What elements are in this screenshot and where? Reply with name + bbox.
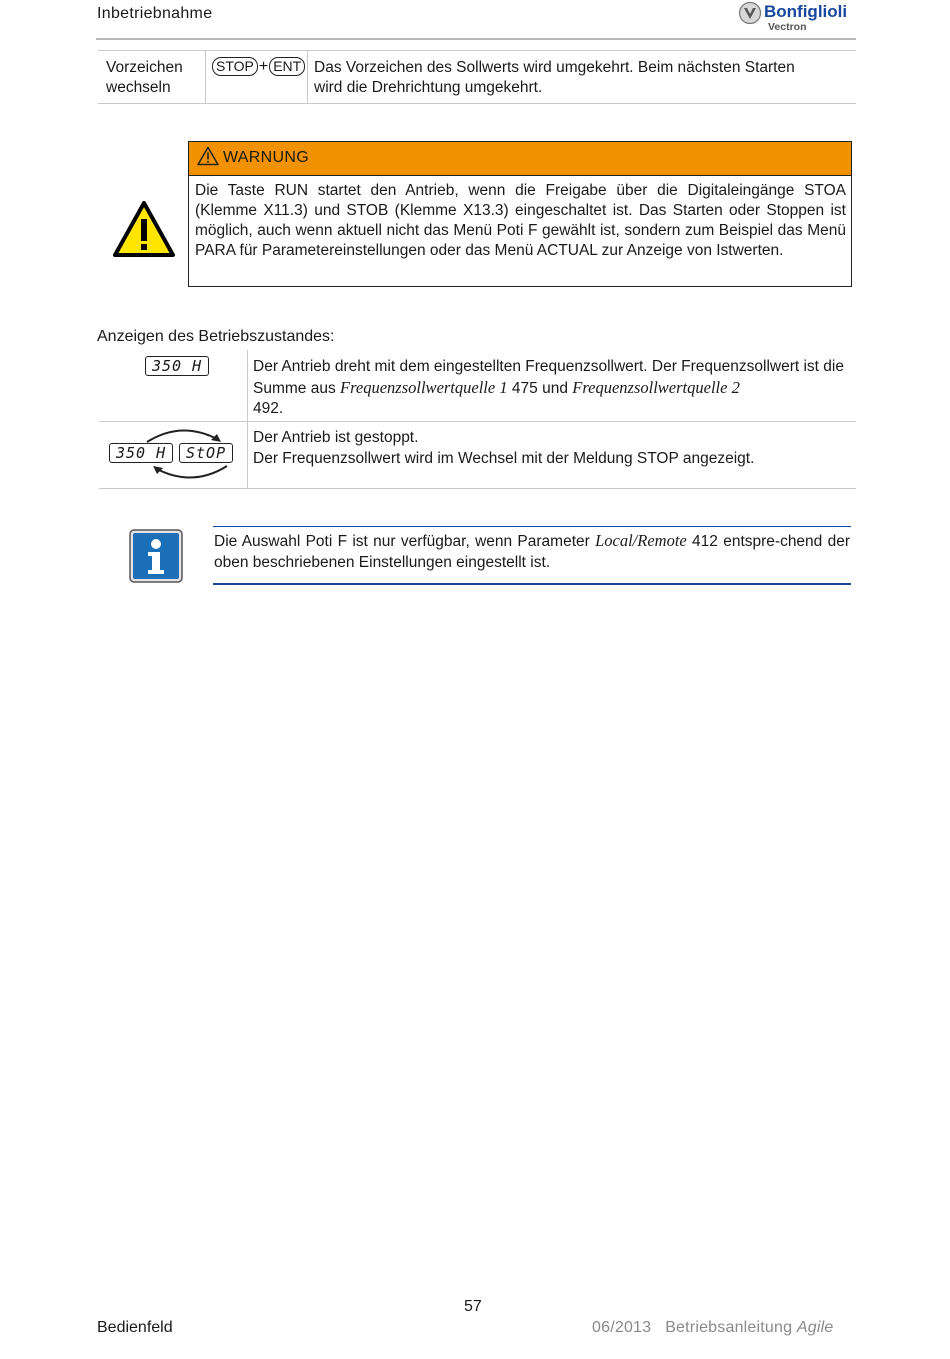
warning-small-icon <box>197 146 219 166</box>
status-section-title: Anzeigen des Betriebszustandes: <box>97 328 335 345</box>
lcd-display-frequency: 350 H <box>109 443 173 463</box>
stop-key: STOP <box>212 57 258 76</box>
ent-key: ENT <box>269 57 305 76</box>
function-label-line1: Vorzeichen <box>106 59 183 76</box>
footer-doc-title: Betriebsanleitung <box>665 1319 793 1336</box>
logo-brand: Bonfiglioli <box>764 2 848 21</box>
warning-text: Die Taste RUN startet den Antrieb, wenn die Freigabe über die Digitaleingänge STOA (Klemme X11.3) und STOB (Klemme X13.3) eingeschaltet ist. Das Starten oder Stoppen ist möglich, auch wenn aktuell nicht das Menü Poti F gewählt ist, sondern zum Beispiel das Menü PARA für Parametereinstellungen oder das Menü ACTUAL zur Anzeige von Istwerten. <box>195 182 846 259</box>
status-table <box>99 350 856 489</box>
info-bottom-rule <box>213 583 851 585</box>
header-divider <box>96 38 856 40</box>
status-stopped-line2: Der Frequenzsollwert wird im Wechsel mit der Meldung STOP angezeigt. <box>253 449 755 467</box>
page-number: 57 <box>464 1298 482 1315</box>
warning-header <box>189 142 851 176</box>
key-combination <box>212 57 305 76</box>
info-top-rule <box>213 526 851 527</box>
param-name-source1: Frequenzsollwertquelle 1 <box>340 377 508 397</box>
function-label-line2: wechseln <box>106 79 171 96</box>
footer-date: 06/2013 <box>592 1319 652 1336</box>
function-description <box>314 58 844 98</box>
function-label <box>106 58 183 98</box>
info-param-name: Local/Remote <box>595 531 687 550</box>
column-divider <box>247 350 248 488</box>
info-text <box>214 530 850 573</box>
param-name-source2: Frequenzsollwertquelle 2 <box>572 377 740 397</box>
key-function-row <box>98 50 856 104</box>
info-icon <box>129 529 183 583</box>
plus-sign: + <box>258 57 269 75</box>
status-running-text: Der Antrieb dreht mit dem eingestellten Frequenzsollwert. Der Frequenzsollwert ist die Summe aus <box>253 358 844 397</box>
bonfiglioli-logo-icon <box>738 1 762 25</box>
param-number-source2: 492. <box>253 400 284 417</box>
footer-chapter: Bedienfeld <box>97 1319 173 1336</box>
status-stopped-description <box>253 428 851 469</box>
warning-title: WARNUNG <box>223 149 309 166</box>
info-text-part1: Die Auswahl Poti F ist nur verfügbar, wenn Parameter <box>214 533 596 550</box>
info-text-part2: 412 entspre-chend der oben beschriebenen Einstellungen eingestellt ist. <box>214 533 850 571</box>
status-running-description <box>253 357 851 420</box>
conjunction-text: und <box>537 379 573 397</box>
function-description-line2: wird die Drehrichtung umgekehrt. <box>314 79 543 96</box>
section-title: Inbetriebnahme <box>97 5 213 22</box>
footer-document <box>592 1319 833 1337</box>
footer-product: Agile <box>796 1319 834 1336</box>
warning-box <box>188 141 852 287</box>
function-description-line1: Das Vorzeichen des Sollwerts wird umgekehrt. Beim nächsten Starten <box>314 59 795 76</box>
logo-sub: Vectron <box>768 21 807 33</box>
column-divider <box>205 51 206 103</box>
column-divider <box>307 51 308 103</box>
param-number-source1: 475 <box>507 379 538 397</box>
lcd-display-running: 350 H <box>145 356 209 376</box>
warning-triangle-icon <box>112 200 176 258</box>
lcd-display-stop: StOP <box>179 443 233 463</box>
logo <box>738 0 856 36</box>
status-stopped-line1: Der Antrieb ist gestoppt. <box>253 429 419 446</box>
